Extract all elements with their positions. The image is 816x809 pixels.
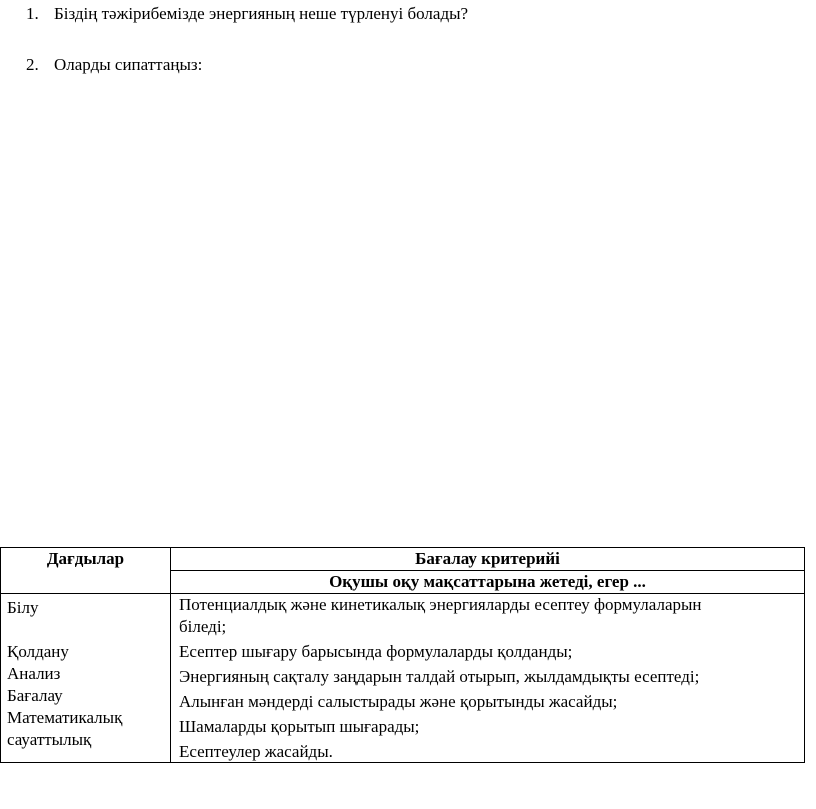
criterion-line: Алынған мәндерді салыстырады және қорытынды жасайды;: [179, 692, 618, 711]
question-2: [26, 55, 202, 75]
criterion-line: Есептеулер жасайды.: [179, 742, 333, 761]
skill-item: Анализ: [7, 664, 61, 683]
header-criteria: Бағалау критерийі: [171, 548, 805, 571]
skill-item: сауаттылық: [7, 730, 92, 749]
skill-item: Білу: [7, 598, 39, 617]
header-skills: Дағдылар: [1, 548, 171, 594]
criteria-cell: [171, 594, 805, 763]
header-subheader: Оқушы оқу мақсаттарына жетеді, егер ...: [171, 571, 805, 594]
question-2-number: 2.: [26, 55, 39, 74]
criterion-line: Шамаларды қорытып шығарады;: [179, 717, 420, 736]
assessment-criteria-table: [0, 547, 805, 763]
skill-item: Математикалық: [7, 708, 123, 727]
criterion-line: Потенциалдық және кинетикалық энергияларды есептеу формулаларын: [179, 595, 702, 614]
question-1-text: Біздің тәжірибемізде энергияның неше түрленуі болады?: [54, 4, 469, 23]
criterion-line: Энергияның сақталу заңдарын талдай отырып, жылдамдықты есептеді;: [179, 667, 700, 686]
skills-cell: [1, 594, 171, 763]
criterion-line: Есептер шығару барысында формулаларды қолданды;: [179, 642, 573, 661]
skill-item: Қолдану: [7, 642, 69, 661]
skill-gap: [7, 619, 164, 641]
criterion-line: біледі;: [179, 617, 227, 636]
question-2-text: Оларды сипаттаңыз:: [54, 55, 203, 74]
question-1: [26, 4, 468, 24]
question-1-number: 1.: [26, 4, 39, 23]
skill-item: Бағалау: [7, 686, 63, 705]
